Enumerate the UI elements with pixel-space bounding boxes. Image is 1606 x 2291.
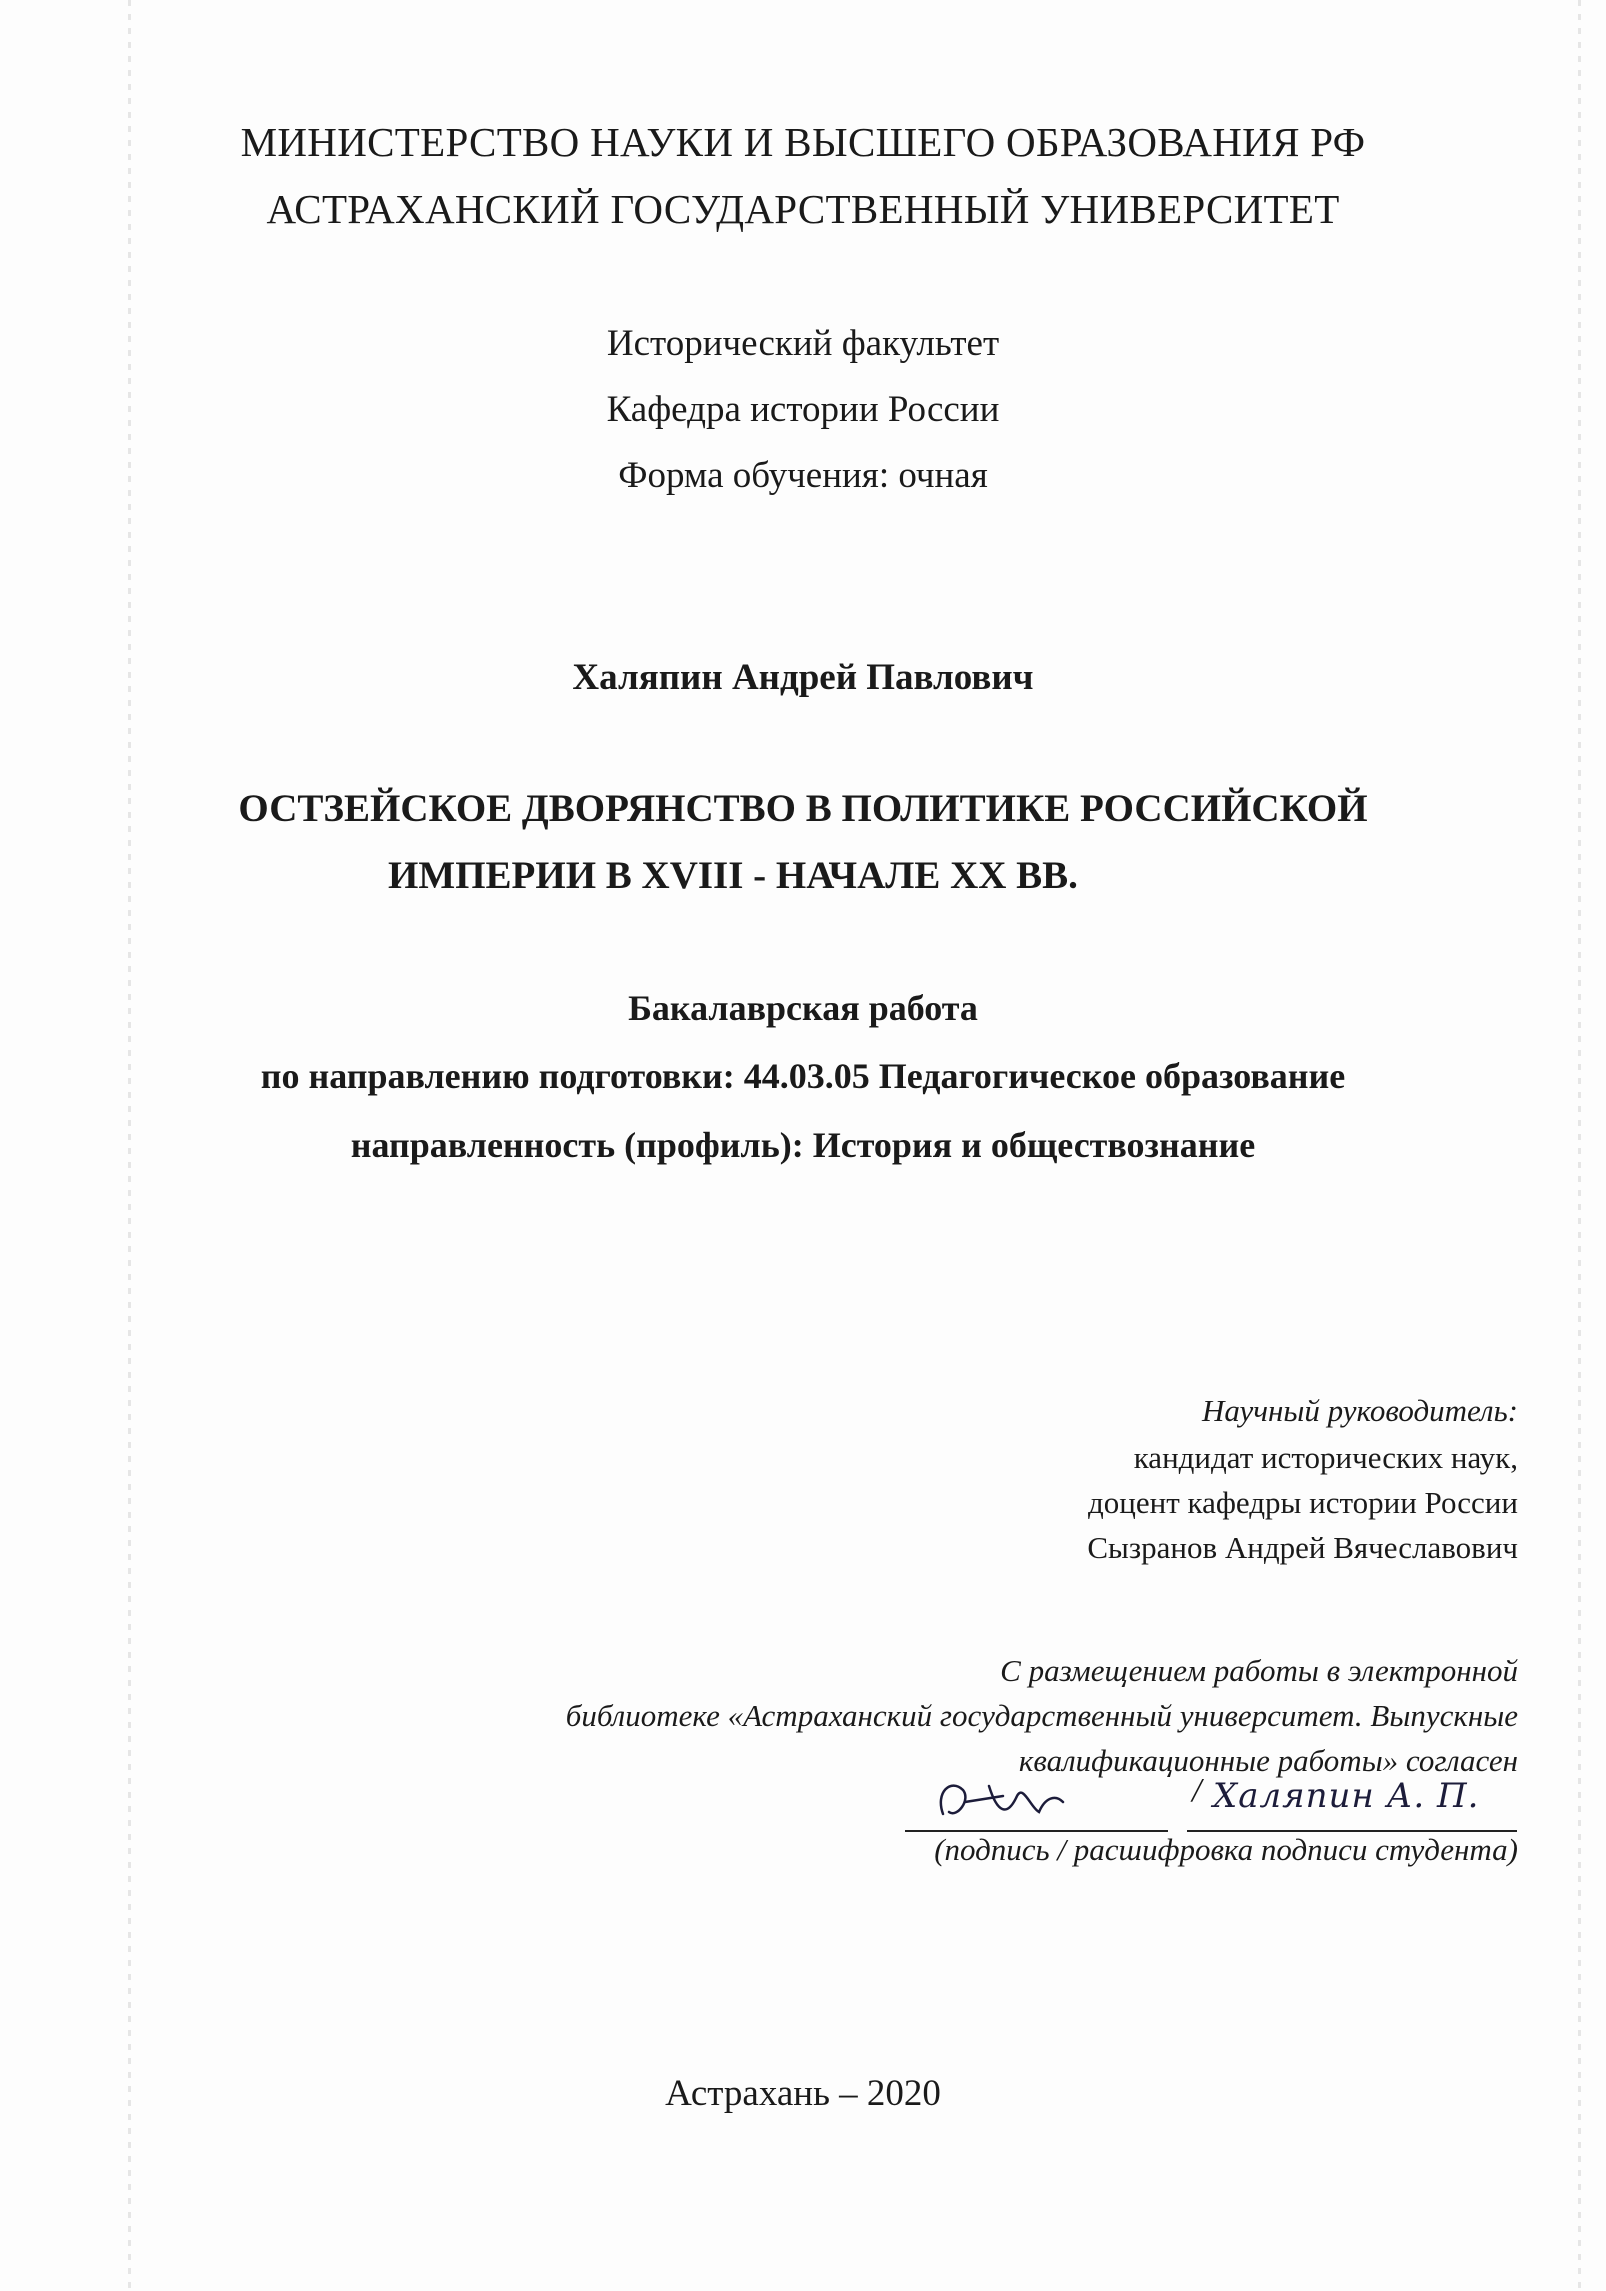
study-direction: по направлению подготовки: 44.03.05 Педагогическое образование	[260, 1056, 1346, 1096]
ministry-heading: МИНИСТЕРСТВО НАУКИ И ВЫСШЕГО ОБРАЗОВАНИЯ РФ	[240, 119, 1366, 165]
chair-name: Кафедра истории России	[606, 389, 1000, 430]
handwritten-signature	[905, 1772, 1168, 1832]
consent-line-1: С размещением работы в электронной	[1000, 1653, 1518, 1688]
supervisor-position: доцент кафедры истории России	[1087, 1485, 1518, 1520]
supervisor-label: Научный руководитель:	[1202, 1393, 1518, 1428]
work-type: Бакалаврская работа	[628, 988, 978, 1028]
city-year: Астрахань – 2020	[665, 2073, 941, 2114]
supervisor-degree: кандидат исторических наук,	[1133, 1440, 1518, 1475]
study-form: Форма обучения: очная	[618, 455, 988, 496]
supervisor-name: Сызранов Андрей Вячеславович	[1087, 1530, 1518, 1565]
thesis-title-line-2: ИМПЕРИИ В XVIII - НАЧАЛЕ XX ВВ.	[388, 854, 1078, 897]
signature-caption: (подпись / расшифровка подписи студента)	[934, 1832, 1518, 1867]
thesis-title-line-1: ОСТЗЕЙСКОЕ ДВОРЯНСТВО В ПОЛИТИКЕ РОССИЙСКОЙ	[238, 787, 1368, 830]
university-heading: АСТРАХАНСКИЙ ГОСУДАРСТВЕННЫЙ УНИВЕРСИТЕТ	[266, 186, 1340, 232]
study-profile: направленность (профиль): История и обществознание	[350, 1125, 1256, 1165]
handwritten-name: Халяпин А. П.	[1213, 1776, 1480, 1816]
signature-row	[905, 1772, 1517, 1832]
signature-separator: /	[1192, 1772, 1202, 1809]
author-name: Халяпин Андрей Павлович	[572, 657, 1034, 698]
faculty-name: Исторический факультет	[606, 323, 1000, 364]
consent-line-2: библиотеке «Астраханский государственный университет. Выпускные	[565, 1698, 1518, 1733]
consent-line-3: квалификационные работы» согласен	[1018, 1743, 1518, 1778]
